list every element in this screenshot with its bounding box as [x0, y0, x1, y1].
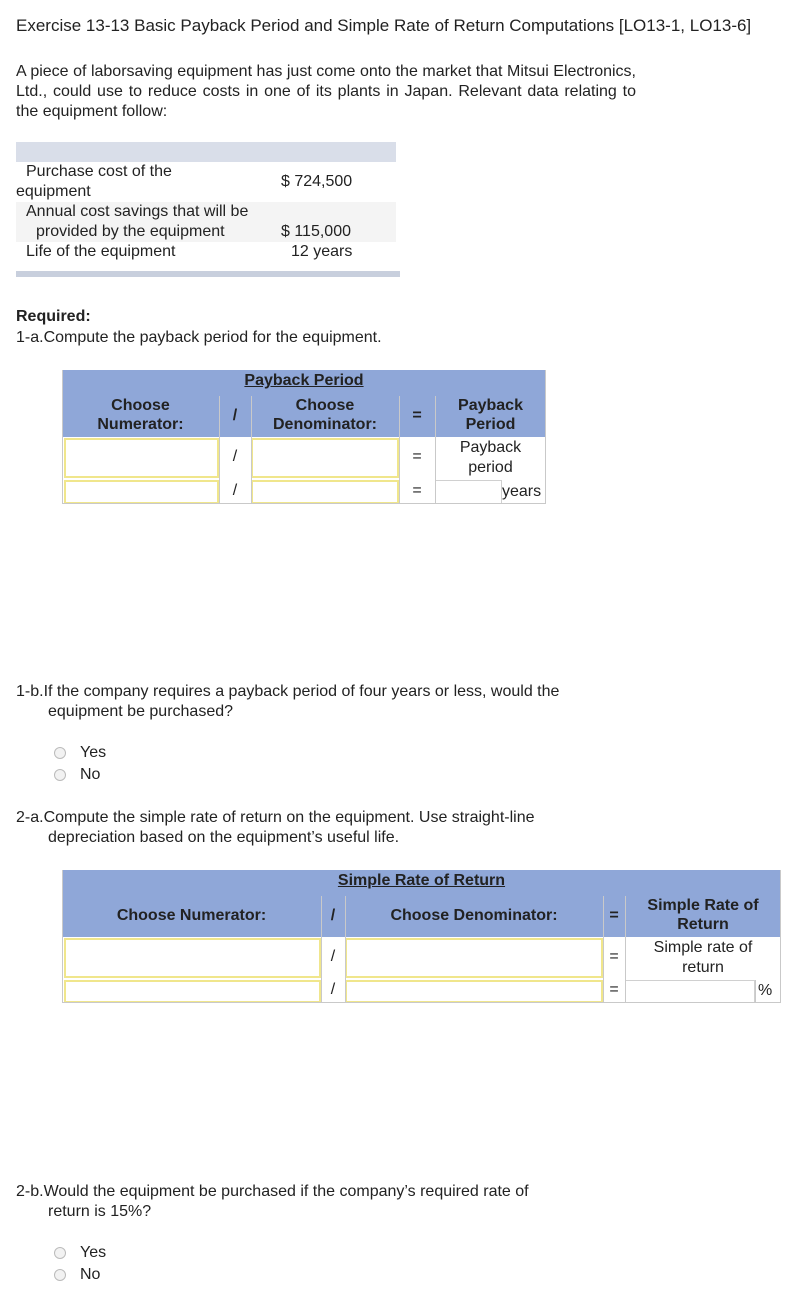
radio-icon[interactable]	[54, 747, 66, 759]
q2b-option-yes-label: Yes	[80, 1244, 107, 1261]
rate-grid-v4	[625, 896, 626, 1003]
purchase-cost-label-line2: equipment	[16, 183, 91, 200]
question-1a: 1-a.Compute the payback period for the equipment.	[16, 329, 382, 346]
exercise-title: Exercise 13-13 Basic Payback Period and Simple Rate of Return Computations [LO13-1, LO13-6]	[16, 16, 752, 35]
payback-grid-v2	[251, 396, 252, 504]
payback-row2-divide: /	[232, 482, 238, 499]
rate-row2-divide: /	[330, 981, 336, 998]
rate-col-divide: /	[330, 907, 336, 924]
payback-col-result	[435, 396, 546, 434]
rate-row1-result-l2: return	[682, 959, 724, 976]
rate-col-denominator: Choose Denominator:	[390, 907, 558, 924]
question-1b	[16, 682, 559, 722]
payback-col-denominator	[251, 396, 399, 434]
rate-result-input[interactable]	[625, 980, 755, 1003]
question-2b-options	[54, 1242, 106, 1286]
rate-grid-v2	[345, 896, 346, 1003]
purchase-cost-value: $ 724,500	[281, 173, 353, 190]
payback-grid-right	[545, 370, 546, 504]
equipment-life-value: 12 years	[291, 243, 353, 260]
payback-grid-bottom	[62, 503, 546, 504]
question-1b-line1: 1-b.If the company requires a payback period of four years or less, would the	[16, 683, 560, 700]
payback-denominator-value-input[interactable]	[251, 480, 399, 504]
data-table-header-band	[16, 142, 396, 162]
radio-icon[interactable]	[54, 1247, 66, 1259]
rate-row1-result	[625, 938, 781, 978]
rate-grid-bottom	[62, 1002, 781, 1003]
rate-grid-left	[62, 870, 63, 1003]
payback-grid-v3	[399, 396, 400, 504]
payback-result-input[interactable]	[435, 480, 502, 504]
question-2b-line1: 2-b.Would the equipment be purchased if the company’s required rate of	[16, 1183, 529, 1200]
payback-col-equals: =	[412, 407, 422, 424]
question-2b-line2: return is 15%?	[48, 1203, 152, 1220]
q1b-option-yes[interactable]	[54, 742, 106, 764]
payback-col-numerator-l2: Numerator:	[97, 416, 184, 433]
rate-row1-equals: =	[609, 948, 619, 965]
payback-row2-equals: =	[412, 482, 422, 499]
payback-col-result-l2: Period	[465, 416, 516, 433]
rate-denominator-value-input[interactable]	[345, 980, 603, 1003]
payback-grid-v1	[219, 396, 220, 504]
question-2a-line2: depreciation based on the equipment’s useful life.	[48, 829, 400, 846]
q2b-option-yes[interactable]	[54, 1242, 106, 1264]
rate-row1-result-l1: Simple rate of	[653, 939, 753, 956]
rate-numerator-value-input[interactable]	[64, 980, 321, 1003]
rate-row1-divide: /	[330, 948, 336, 965]
exercise-intro	[16, 62, 636, 122]
question-1b-line2: equipment be purchased?	[48, 703, 234, 720]
q2b-option-no-label: No	[80, 1266, 101, 1283]
radio-icon[interactable]	[54, 769, 66, 781]
payback-period-table	[62, 370, 546, 504]
payback-col-denominator-l2: Denominator:	[273, 416, 377, 433]
payback-row1-result-l2: period	[468, 459, 513, 476]
payback-grid-v4	[435, 396, 436, 504]
payback-grid-left	[62, 370, 63, 504]
payback-numerator-value-input[interactable]	[64, 480, 219, 504]
question-2a-line1: 2-a.Compute the simple rate of return on the equipment. Use straight-line	[16, 809, 535, 826]
payback-denominator-select[interactable]	[251, 438, 399, 478]
intro-text: A piece of laborsaving equipment has just come onto the market that Mitsui Electronics, Ltd., could use to reduce costs in one of its plants in Japan. Relevant data relating to the equipment follow:	[16, 63, 636, 120]
purchase-cost-label-line1: Purchase cost of the	[26, 163, 172, 180]
q1b-option-yes-label: Yes	[80, 744, 107, 761]
question-1b-options	[54, 742, 106, 786]
rate-col-equals: =	[609, 907, 619, 924]
q1b-option-no-label: No	[80, 766, 101, 783]
annual-savings-value: $ 115,000	[281, 223, 351, 240]
q1b-option-no[interactable]	[54, 764, 106, 786]
equipment-life-label: Life of the equipment	[26, 243, 176, 260]
simple-rate-table	[62, 870, 781, 1003]
payback-col-denominator-l1: Choose	[295, 397, 355, 414]
rate-grid-v5	[755, 980, 756, 1003]
payback-table-title: Payback Period	[244, 372, 364, 389]
rate-col-numerator: Choose Numerator:	[116, 907, 267, 924]
payback-col-result-l1: Payback	[458, 397, 523, 414]
rate-grid-v3	[603, 896, 604, 1003]
rate-grid-right	[780, 870, 781, 1003]
payback-col-divide: /	[232, 407, 238, 424]
payback-col-numerator-l1: Choose	[111, 397, 170, 414]
radio-icon[interactable]	[54, 1269, 66, 1281]
question-2b	[16, 1182, 529, 1222]
rate-col-result-l1: Simple Rate of	[647, 897, 759, 914]
rate-grid-v1	[321, 896, 322, 1003]
payback-row1-equals: =	[412, 448, 422, 465]
payback-numerator-select[interactable]	[64, 438, 219, 478]
rate-result-unit: %	[758, 982, 773, 999]
required-heading: Required:	[16, 308, 91, 325]
question-2a	[16, 808, 535, 848]
rate-row2-equals: =	[609, 981, 619, 998]
rate-col-result	[625, 896, 781, 934]
payback-row1-divide: /	[232, 448, 238, 465]
payback-row1-result	[435, 438, 546, 478]
rate-denominator-select[interactable]	[345, 938, 603, 978]
rate-col-result-l2: Return	[677, 916, 729, 933]
rate-table-title: Simple Rate of Return	[337, 872, 506, 889]
annual-savings-label-line1: Annual cost savings that will be	[26, 203, 249, 220]
payback-row1-result-l1: Payback	[459, 439, 522, 456]
annual-savings-label-line2: provided by the equipment	[36, 223, 225, 240]
rate-numerator-select[interactable]	[64, 938, 321, 978]
payback-col-numerator	[62, 396, 219, 434]
payback-result-unit: years	[502, 483, 542, 500]
data-table-footer-band	[16, 271, 400, 277]
q2b-option-no[interactable]	[54, 1264, 106, 1286]
